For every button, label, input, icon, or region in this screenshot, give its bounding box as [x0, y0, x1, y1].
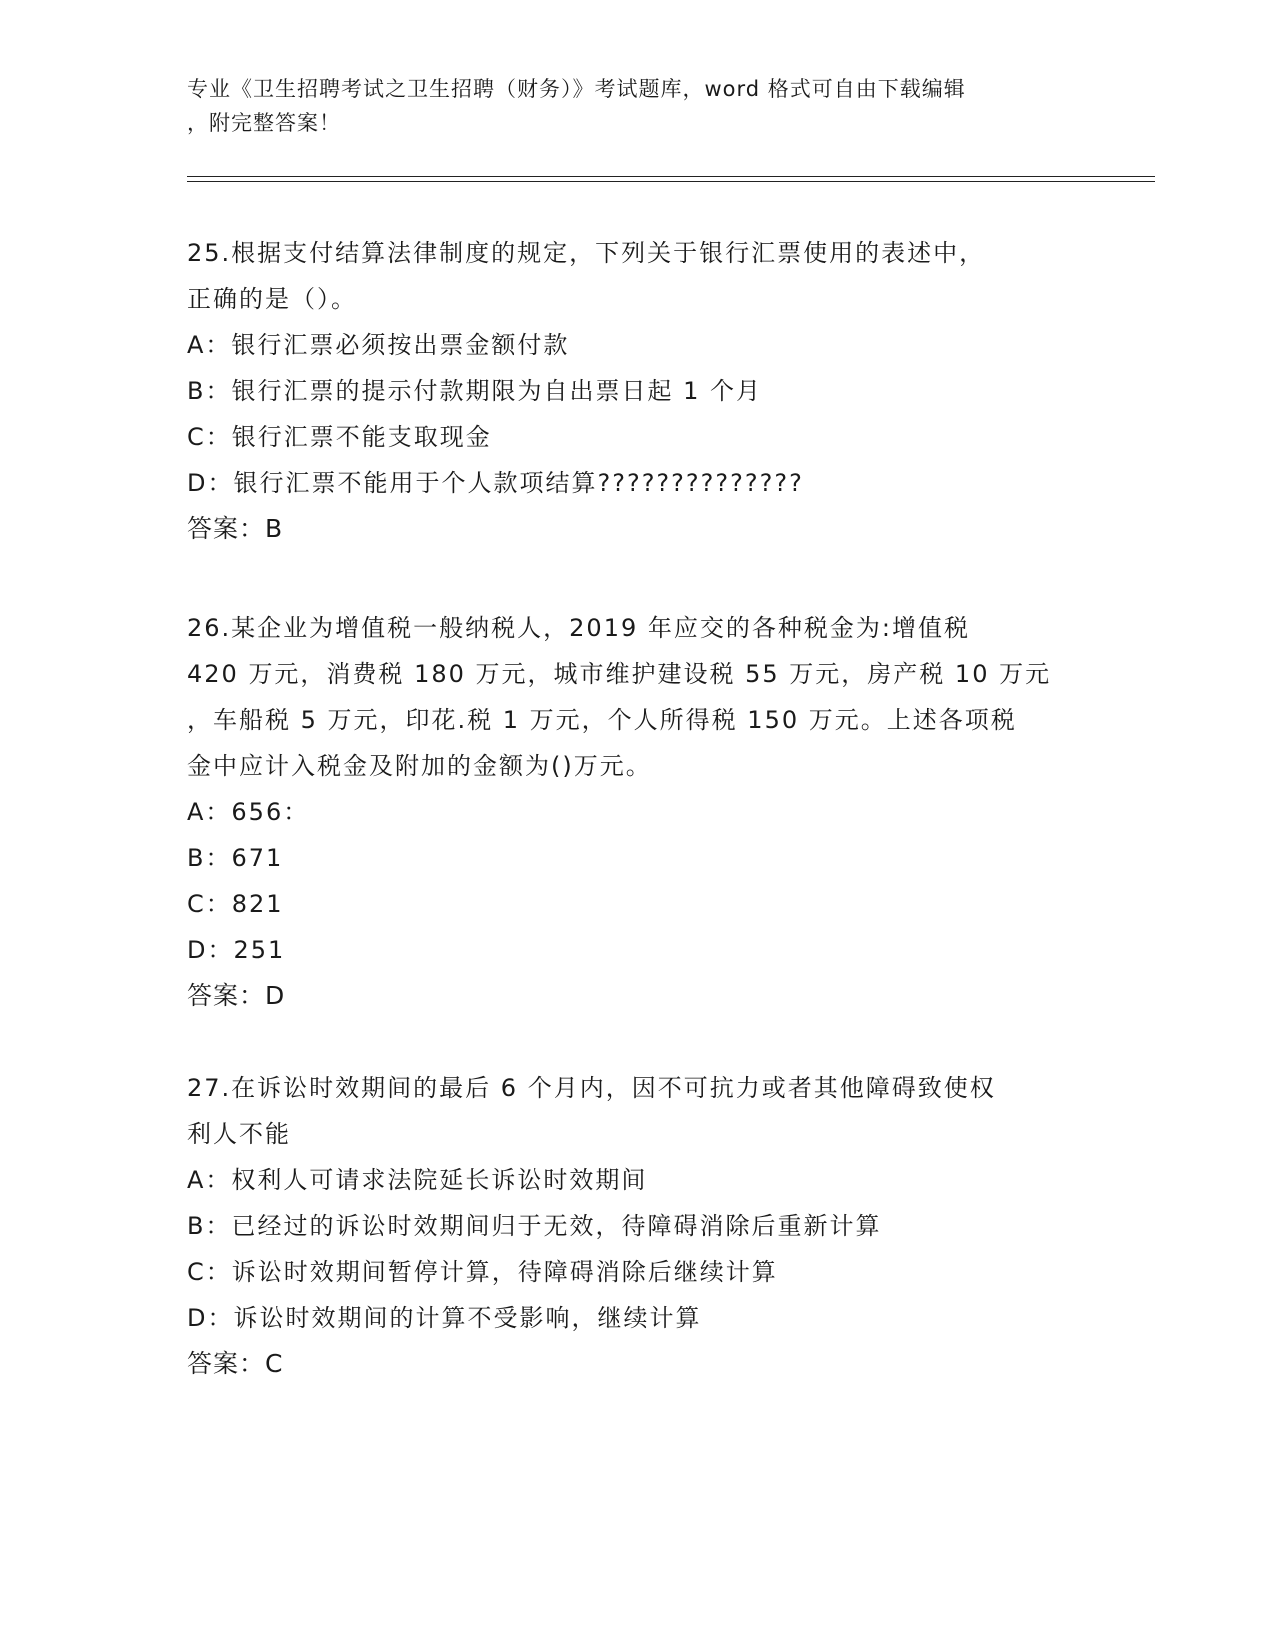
answer: 答案：B [187, 514, 284, 543]
option-c: C：821 [187, 890, 284, 918]
option-b: B：已经过的诉讼时效期间归于无效，待障碍消除后重新计算 [187, 1212, 882, 1240]
question-26 [187, 605, 1087, 1019]
option-a: A：银行汇票必须按出票金额付款 [187, 331, 570, 359]
option-b: B：银行汇票的提示付款期限为自出票日起 1 个月 [187, 377, 762, 405]
option-a: A：656： [187, 798, 310, 826]
question-stem-line: 正确的是（）。 [187, 285, 357, 313]
question-25 [187, 230, 1087, 552]
answer: 答案：C [187, 1349, 284, 1378]
question-stem-line: 26.某企业为增值税一般纳税人，2019 年应交的各种税金为:增值税 [187, 614, 970, 642]
option-c: C：诉讼时效期间暂停计算，待障碍消除后继续计算 [187, 1258, 778, 1286]
document-header [187, 72, 1077, 140]
header-divider-bottom [187, 181, 1155, 182]
option-a: A：权利人可请求法院延长诉讼时效期间 [187, 1166, 648, 1194]
answer: 答案：D [187, 981, 286, 1010]
question-stem-line: ，车船税 5 万元，印花.税 1 万元，个人所得税 150 万元。上述各项税 [187, 706, 1017, 734]
option-d: D：251 [187, 936, 286, 964]
question-27 [187, 1065, 1087, 1387]
option-c: C：银行汇票不能支取现金 [187, 423, 492, 451]
question-stem-line: 金中应计入税金及附加的金额为()万元。 [187, 752, 652, 780]
option-b: B：671 [187, 844, 284, 872]
option-d: D：银行汇票不能用于个人款项结算?????????????? [187, 469, 804, 497]
header-line-2: ，附完整答案！ [187, 111, 341, 135]
question-stem-line: 27.在诉讼时效期间的最后 6 个月内，因不可抗力或者其他障碍致使权 [187, 1074, 996, 1102]
question-stem-line: 420 万元，消费税 180 万元，城市维护建设税 55 万元，房产税 10 万元 [187, 660, 1052, 688]
header-line-1: 专业《卫生招聘考试之卫生招聘（财务）》考试题库，word 格式可自由下载编辑 [187, 77, 966, 101]
option-d: D：诉讼时效期间的计算不受影响，继续计算 [187, 1304, 702, 1332]
header-divider-top [187, 176, 1155, 177]
question-stem-line: 利人不能 [187, 1120, 291, 1148]
question-stem-line: 25.根据支付结算法律制度的规定，下列关于银行汇票使用的表述中， [187, 239, 986, 267]
